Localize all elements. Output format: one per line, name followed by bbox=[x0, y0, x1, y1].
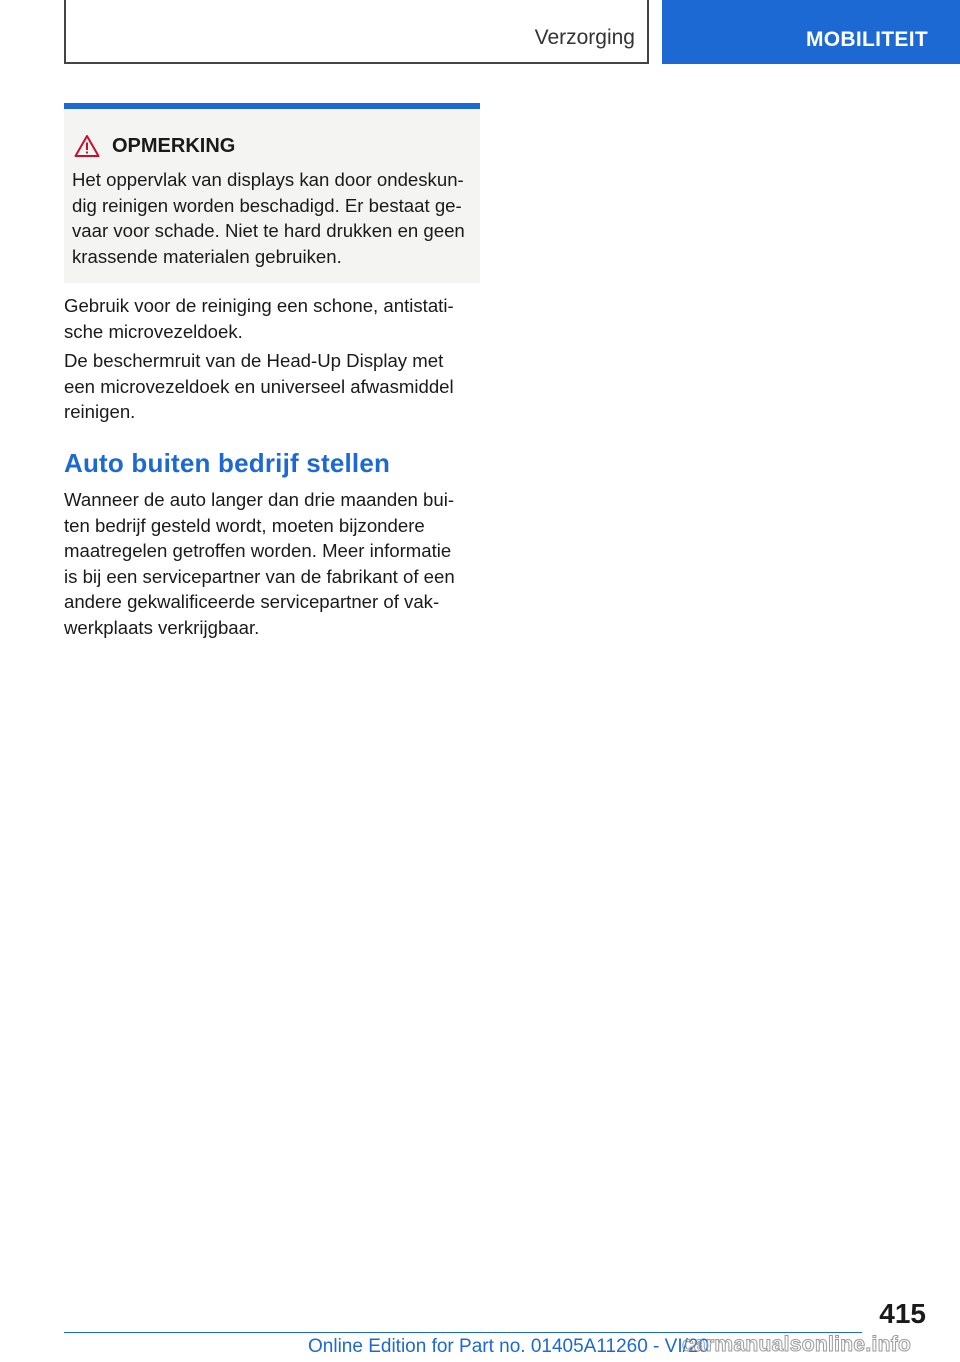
paragraph-cleaning-cloth: Gebruik voor de reiniging een schone, antistati- sche microvezeldoek. bbox=[64, 295, 454, 342]
chapter-title: MOBILITEIT bbox=[806, 28, 928, 51]
section-title: Verzorging bbox=[534, 26, 635, 49]
header-section-box bbox=[64, 0, 649, 64]
notice-text: Het oppervlak van displays kan door ondeskun- dig reinigen worden beschadigd. Er bestaat ge- vaar voor schade. Niet te hard drukken en geen krassende materialen gebruiken. bbox=[72, 169, 465, 267]
section-text: Wanneer de auto langer dan drie maanden bui- ten bedrijf gesteld wordt, moeten bijzondere maatregelen getroffen worden. Meer informatie is bij een servicepartner van de fabrikant of een andere gekwalificeerde servicepartner of vak- werkplaats verkrijgbaar. bbox=[64, 489, 455, 638]
footer-edition-text: Online Edition for Part no. 01405A11260 - VI/20 bbox=[308, 1336, 710, 1357]
page-number: 415 bbox=[879, 1298, 926, 1329]
chapter-tab bbox=[662, 0, 960, 64]
paragraph-head-up-display: De beschermruit van de Head-Up Display met een microvezeldoek en universeel afwasmiddel reinigen. bbox=[64, 350, 454, 422]
warning-triangle-icon bbox=[74, 134, 100, 158]
notice-box bbox=[64, 103, 480, 283]
notice-heading bbox=[74, 133, 235, 159]
section-heading: Auto buiten bedrijf stellen bbox=[64, 448, 391, 478]
footer-watermark: carmanualsonline.info bbox=[682, 1333, 912, 1356]
notice-title: OPMERKING bbox=[112, 134, 236, 157]
